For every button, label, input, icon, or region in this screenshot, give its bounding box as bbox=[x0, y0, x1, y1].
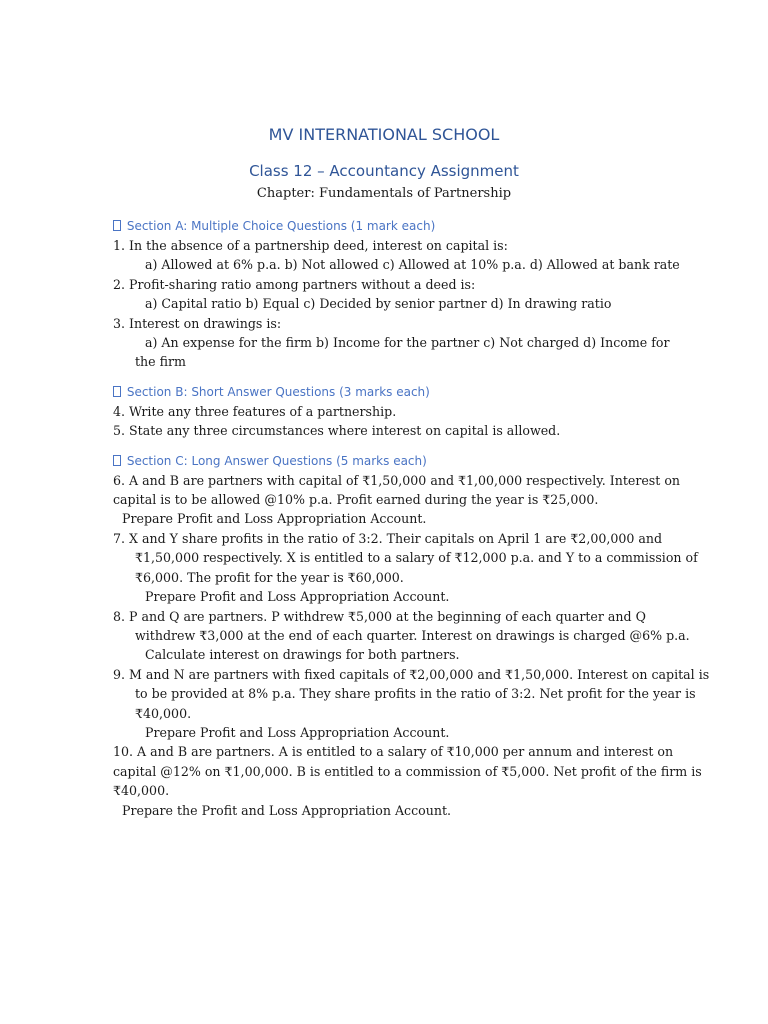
school-name: MV INTERNATIONAL SCHOOL bbox=[268, 125, 500, 144]
chapter-title: Chapter: Fundamentals of Partnership bbox=[256, 186, 512, 201]
assignment-title: Class 12 – Accountancy Assignment bbox=[249, 162, 519, 180]
question-10-line-2: capital @12% on ₹1,00,000. B is entitled to a commission of ₹5,000. Net profit of the firm is bbox=[113, 763, 702, 779]
question-8-instruction: Calculate interest on drawings for both partners. bbox=[145, 647, 460, 663]
question-1: 1. In the absence of a partnership deed, interest on capital is: bbox=[113, 238, 508, 253]
section-b-title: Section B: Short Answer Questions (3 marks each) bbox=[126, 384, 430, 399]
section-b-heading bbox=[113, 382, 658, 402]
question-10-instruction: Prepare the Profit and Loss Appropriation Account. bbox=[122, 802, 452, 818]
section-c-heading bbox=[113, 451, 658, 471]
missing-glyph-icon bbox=[113, 386, 121, 397]
missing-glyph-icon bbox=[113, 220, 121, 231]
question-1-options: a) Allowed at 6% p.a. b) Not allowed c) Allowed at 10% p.a. d) Allowed at bank rate bbox=[145, 257, 680, 273]
missing-glyph-icon bbox=[113, 455, 121, 466]
question-7-line-2: ₹1,50,000 respectively. X is entitled to a salary of ₹12,000 p.a. and Y to a commission of bbox=[135, 550, 698, 566]
question-7-line-1: 7. X and Y share profits in the ratio of 3:2. Their capitals on April 1 are ₹2,00,000 and bbox=[113, 530, 663, 546]
question-5: 5. State any three circumstances where interest on capital is allowed. bbox=[113, 423, 561, 439]
question-8-line-1: 8. P and Q are partners. P withdrew ₹5,000 at the beginning of each quarter and Q bbox=[113, 608, 646, 624]
section-a-heading bbox=[113, 216, 658, 236]
question-10-line-1: 10. A and B are partners. A is entitled to a salary of ₹10,000 per annum and interest on bbox=[113, 744, 674, 760]
question-3-options: a) An expense for the firm b) Income for the partner c) Not charged d) Income for bbox=[145, 335, 670, 351]
question-7-instruction: Prepare Profit and Loss Appropriation Account. bbox=[145, 589, 450, 605]
question-9-line-1: 9. M and N are partners with fixed capitals of ₹2,00,000 and ₹1,50,000. Interest on capital is bbox=[113, 666, 710, 682]
question-8-line-2: withdrew ₹3,000 at the end of each quarter. Interest on drawings is charged @6% p.a. bbox=[135, 627, 690, 643]
question-7-line-3: ₹6,000. The profit for the year is ₹60,000. bbox=[135, 569, 404, 585]
section-c-title: Section C: Long Answer Questions (5 marks each) bbox=[126, 453, 427, 468]
question-3-options-cont: the firm bbox=[135, 354, 186, 370]
question-2-options: a) Capital ratio b) Equal c) Decided by senior partner d) In drawing ratio bbox=[145, 296, 612, 312]
section-a-title: Section A: Multiple Choice Questions (1 mark each) bbox=[126, 219, 436, 233]
question-9-line-2: to be provided at 8% p.a. They share profits in the ratio of 3:2. Net profit for the year is bbox=[135, 686, 696, 702]
question-6-line-2: capital is to be allowed @10% p.a. Profit earned during the year is ₹25,000. bbox=[113, 492, 599, 508]
question-2: 2. Profit-sharing ratio among partners without a deed is: bbox=[113, 276, 476, 292]
question-10-line-3: ₹40,000. bbox=[113, 783, 170, 799]
assignment-content bbox=[113, 216, 710, 820]
question-6-instruction: Prepare Profit and Loss Appropriation Account. bbox=[122, 511, 427, 527]
question-9-instruction: Prepare Profit and Loss Appropriation Account. bbox=[145, 724, 450, 740]
question-6-line-1: 6. A and B are partners with capital of ₹1,50,000 and ₹1,00,000 respectively. Interest on bbox=[113, 472, 681, 488]
question-9-line-3: ₹40,000. bbox=[135, 705, 192, 721]
question-3: 3. Interest on drawings is: bbox=[113, 315, 282, 331]
question-4: 4. Write any three features of a partnership. bbox=[113, 403, 397, 419]
